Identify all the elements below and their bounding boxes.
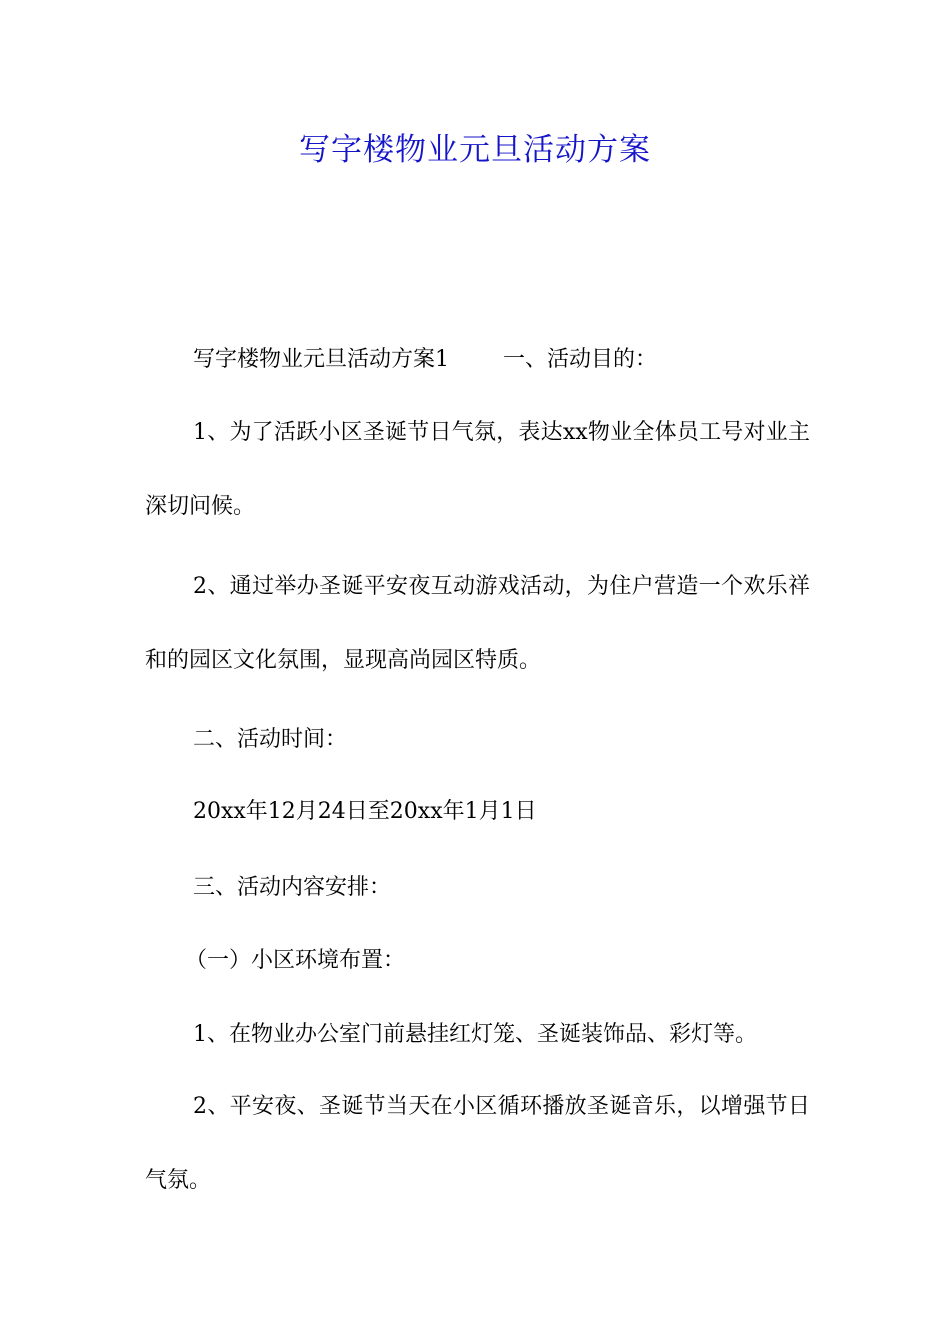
intro-section: 一、活动目的： <box>503 347 658 372</box>
paragraph-date-range: 20xx年12月24日至20xx年1月1日 <box>193 799 537 824</box>
section-heading-content: 三、活动内容安排： <box>193 875 392 900</box>
paragraph-purpose-2: 2、通过举办圣诞平安夜互动游戏活动，为住户营造一个欢乐祥和的园区文化氛围，显现高尚园区特质。 <box>145 574 810 673</box>
document-title: 写字楼物业元旦活动方案 <box>299 132 651 168</box>
intro-heading: 写字楼物业元旦活动方案1 <box>193 347 449 372</box>
paragraph-purpose-1: 1、为了活跃小区圣诞节日气氛，表达xx物业全体员工号对业主深切问候。 <box>145 420 810 519</box>
intro-line <box>145 323 810 397</box>
section-heading-time: 二、活动时间： <box>193 727 348 752</box>
paragraph-environment-1: 1、在物业办公室门前悬挂红灯笼、圣诞装饰品、彩灯等。 <box>193 1022 757 1047</box>
subsection-heading-environment: （一）小区环境布置： <box>185 948 406 973</box>
paragraph-environment-2: 2、平安夜、圣诞节当天在小区循环播放圣诞音乐，以增强节日气氛。 <box>145 1094 810 1193</box>
